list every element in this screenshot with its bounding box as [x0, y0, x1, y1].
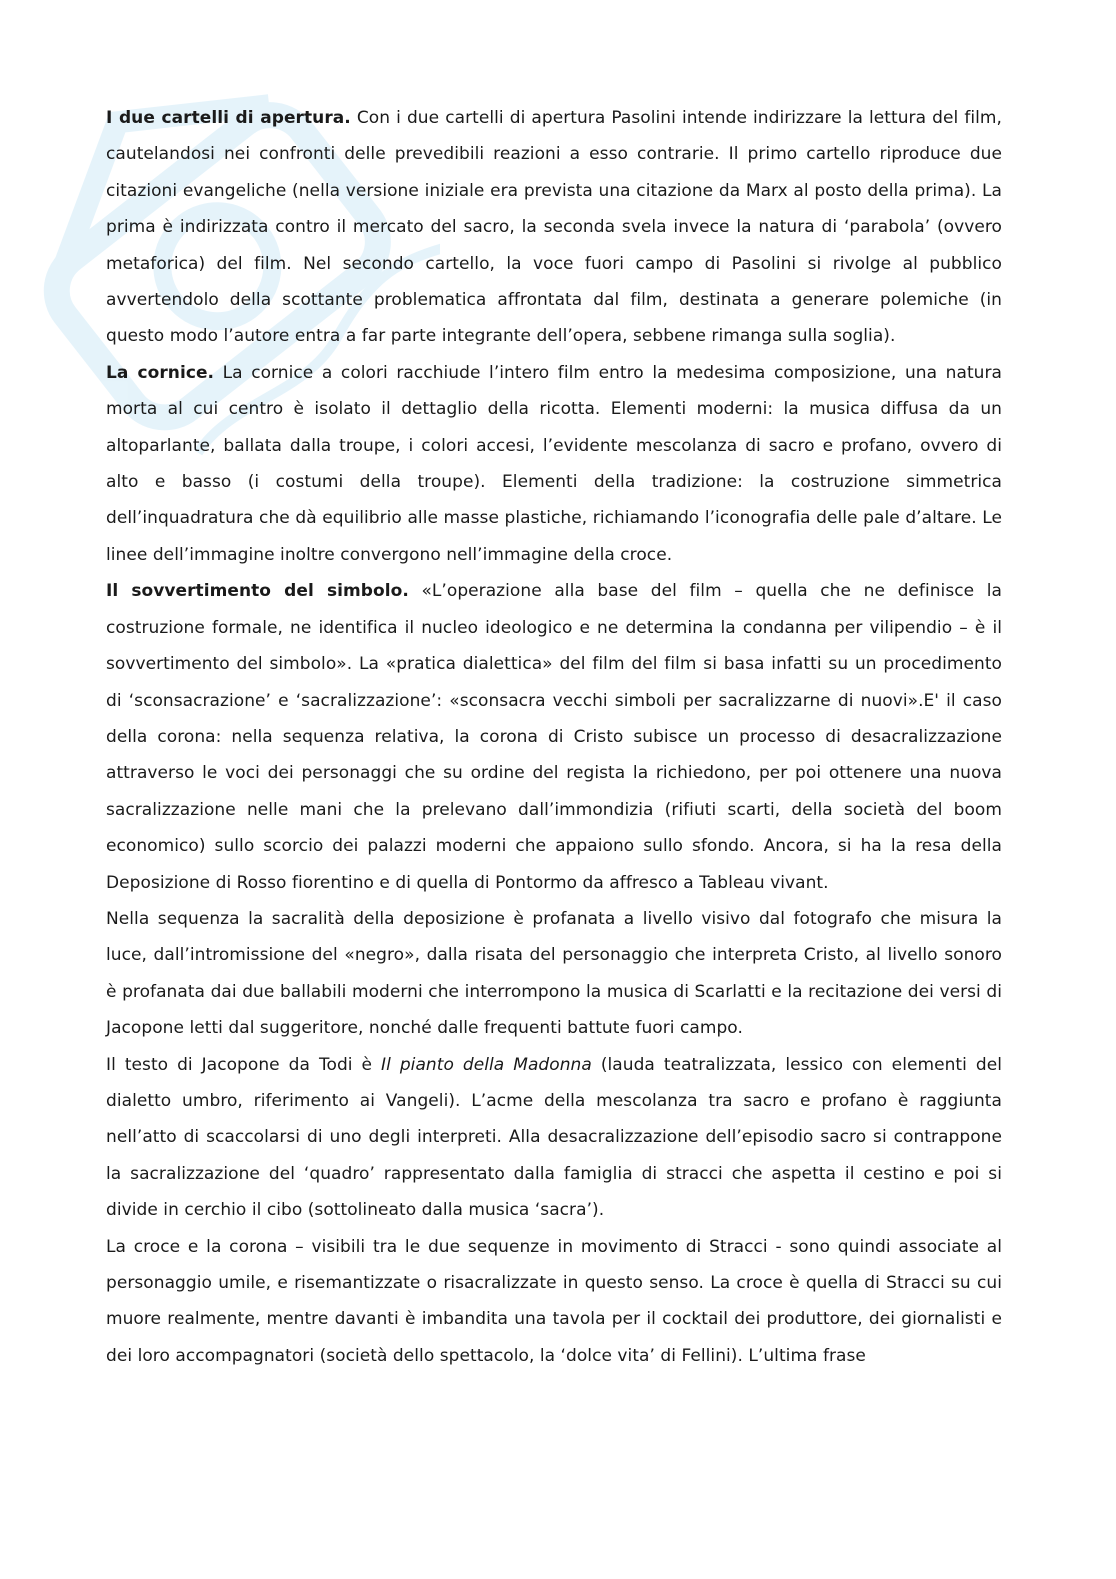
- heading-opening-cards: I due cartelli di apertura.: [106, 108, 351, 128]
- title-pianto-madonna: Il pianto della Madonna: [381, 1054, 592, 1075]
- text-deposition-sequence: Nella sequenza la sacralità della deposizione è profanata a livello visivo dal fotografo che misura la luce, dall’intromissione del «negro», dalla risata del personaggio che interpreta Cristo, al livello sonoro è profanata dai due ballabili moderni che interrompono la musica di Scarlatti e la recitazione dei versi di Jacopone letti dal suggeritore, nonché dalle frequenti battute fuori campo.: [106, 908, 1002, 1039]
- heading-frame: La cornice.: [106, 362, 215, 383]
- text-symbol-subversion: «L’operazione alla base del film – quella che ne definisce la costruzione formale, ne identifica il nucleo ideologico e ne determina la condanna per vilipendio – è il sovvertimento del simbolo». La «pratica dialettica» del film del film si basa infatti su un procedimento di ‘sconsacrazione’ e ‘sacralizzazione’: «sconsacra vecchi simboli per sacralizzarne di nuovi».E' il caso della corona: nella sequenza relativa, la corona di Cristo subisce un processo di desacralizzazione attraverso le voci dei personaggi che su ordine del regista la richiedono, per poi ottenere una nuova sacralizzazione nelle mani che la prelevano dall’immondizia (rifiuti scarti, della società del boom economico) sullo scorcio dei palazzi moderni che appaiono sullo sfondo. Ancora, si ha la resa della Deposizione di Rosso fiorentino e di quella di Pontormo da affresco a Tableau vivant.: [106, 581, 1002, 893]
- text-cross-crown: La croce e la corona – visibili tra le due sequenze in movimento di Stracci - sono quindi associate al personaggio umile, e risemantizzate o risacralizzate in questo senso. La croce è quella di Stracci su cui muore realmente, mentre davanti è imbandita una tavola per il cocktail dei produttore, dei giornalisti e dei loro accompagnatori (società dello spettacolo, la ‘dolce vita’ di Fellini). L’ultima frase: [106, 1236, 1002, 1366]
- paragraph-cross-crown: [106, 1229, 1002, 1375]
- paragraph-opening-cards: [106, 100, 1002, 355]
- document-page: [106, 100, 1002, 1374]
- paragraph-frame: [106, 355, 1002, 573]
- paragraph-symbol-subversion: [106, 573, 1002, 901]
- paragraph-deposition-sequence: [106, 901, 1002, 1047]
- text-opening-cards: Con i due cartelli di apertura Pasolini intende indirizzare la lettura del film, cautelandosi nei confronti delle prevedibili reazioni a esso contrarie. Il primo cartello riproduce due citazioni evangeliche (nella versione iniziale era prevista una citazione da Marx al posto della prima). La prima è indirizzata contro il mercato del sacro, la seconda svela invece la natura di ‘parabola’ (ovvero metaforica) del film. Nel secondo cartello, la voce fuori campo di Pasolini si rivolge al pubblico avvertendolo della scottante problematica affrontata dal film, destinata a generare polemiche (in questo modo l’autore entra a far parte integrante dell’opera, sebbene rimanga sulla soglia).: [106, 108, 1002, 347]
- text-jacopone-after: (lauda teatralizzata, lessico con elementi del dialetto umbro, riferimento ai Vangeli). L’acme della mescolanza tra sacro e profano è raggiunta nell’atto di scaccolarsi di uno degli interpreti. Alla desacralizzazione dell’episodio sacro si contrappone la sacralizzazione del ‘quadro’ rappresentato dalla famiglia di stracci che aspetta il cestino e poi si divide in cerchio il cibo (sottolineato dalla musica ‘sacra’).: [106, 1054, 1003, 1221]
- text-jacopone-before: Il testo di Jacopone da Todi è: [106, 1054, 382, 1075]
- text-frame: La cornice a colori racchiude l’intero film entro la medesima composizione, una natura morta al cui centro è isolato il dettaglio della ricotta. Elementi moderni: la musica diffusa da un altoparlante, ballata dalla troupe, i colori accesi, l’evidente mescolanza di sacro e profano, ovvero di alto e basso (i costumi della troupe). Elementi della tradizione: la costruzione simmetrica dell’inquadratura che dà equilibrio alle masse plastiche, richiamando l’iconografia delle pale d’altare. Le linee dell’immagine inoltre convergono nell’immagine della croce.: [106, 362, 1002, 565]
- heading-symbol-subversion: Il sovvertimento del simbolo.: [106, 581, 409, 602]
- paragraph-jacopone: [106, 1047, 1002, 1229]
